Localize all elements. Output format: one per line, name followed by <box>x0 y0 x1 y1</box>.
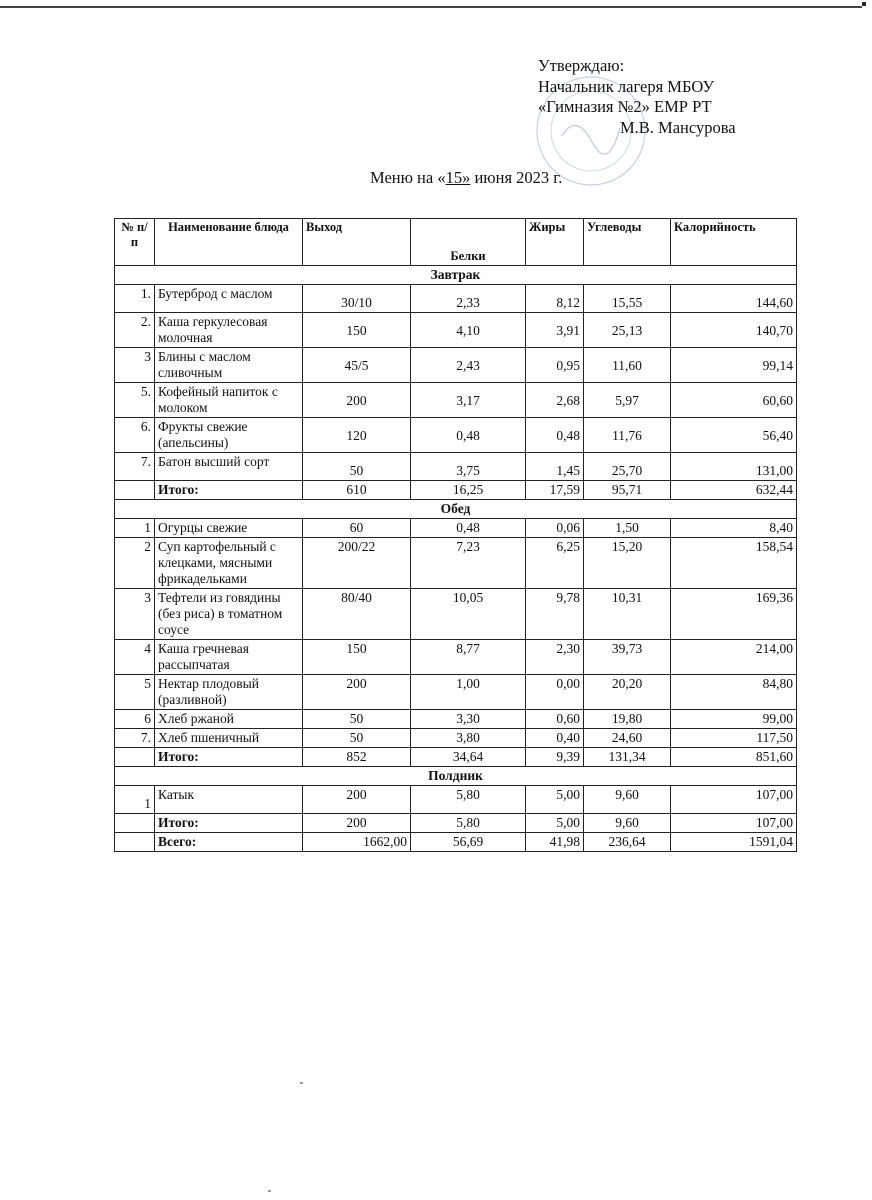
cell-calories: 158,54 <box>671 538 797 589</box>
total-output: 610 <box>303 481 411 500</box>
cell-output: 45/5 <box>303 348 411 383</box>
corner-mark <box>862 2 866 6</box>
cell-calories: 169,36 <box>671 589 797 640</box>
cell-fats: 8,12 <box>526 285 584 313</box>
grand-total-proteins: 56,69 <box>411 833 526 852</box>
grand-total-label: Всего: <box>155 833 303 852</box>
row-number: 1 <box>115 519 155 538</box>
total-label: Итого: <box>155 481 303 500</box>
total-label: Итого: <box>155 748 303 767</box>
cell-proteins: 4,10 <box>411 313 526 348</box>
cell-carbs: 1,50 <box>584 519 671 538</box>
cell-proteins: 1,00 <box>411 675 526 710</box>
table-row <box>115 786 797 814</box>
section-title: Завтрак <box>115 266 797 285</box>
grand-total-carbs: 236,64 <box>584 833 671 852</box>
total-carbs: 131,34 <box>584 748 671 767</box>
table-row <box>115 729 797 748</box>
scan-speck <box>268 1190 271 1192</box>
dish-name: Нектар плодовый (разливной) <box>155 675 303 710</box>
menu-table-body <box>115 266 797 852</box>
approval-signer: М.В. Мансурова <box>620 117 736 137</box>
dish-name: Хлеб пшеничный <box>155 729 303 748</box>
table-row <box>115 348 797 383</box>
table-row <box>115 313 797 348</box>
cell-proteins: 8,77 <box>411 640 526 675</box>
row-number: 6 <box>115 710 155 729</box>
header-output: Выход <box>303 219 411 266</box>
cell-fats: 6,25 <box>526 538 584 589</box>
table-row <box>115 285 797 313</box>
row-number: 6. <box>115 418 155 453</box>
cell-carbs: 11,60 <box>584 348 671 383</box>
cell-output: 150 <box>303 640 411 675</box>
cell-carbs: 9,60 <box>584 786 671 814</box>
total-output: 200 <box>303 814 411 833</box>
header-carbs: Углеводы <box>584 219 671 266</box>
cell-carbs: 39,73 <box>584 640 671 675</box>
cell-carbs: 15,55 <box>584 285 671 313</box>
dish-name: Хлеб ржаной <box>155 710 303 729</box>
section-header-row <box>115 500 797 519</box>
total-calories: 632,44 <box>671 481 797 500</box>
cell-calories: 131,00 <box>671 453 797 481</box>
total-proteins: 34,64 <box>411 748 526 767</box>
row-number: 7. <box>115 453 155 481</box>
table-row <box>115 418 797 453</box>
cell-calories: 99,14 <box>671 348 797 383</box>
cell-output: 200 <box>303 383 411 418</box>
table-row <box>115 453 797 481</box>
cell-output: 30/10 <box>303 285 411 313</box>
total-carbs: 9,60 <box>584 814 671 833</box>
cell-calories: 117,50 <box>671 729 797 748</box>
row-number: 1. <box>115 285 155 313</box>
header-calories: Калорийность <box>671 219 797 266</box>
total-empty-cell <box>115 481 155 500</box>
dish-name: Огурцы свежие <box>155 519 303 538</box>
table-row <box>115 675 797 710</box>
cell-fats: 0,06 <box>526 519 584 538</box>
grand-total-empty-cell <box>115 833 155 852</box>
cell-carbs: 11,76 <box>584 418 671 453</box>
approval-line-2: Начальник лагеря МБОУ <box>538 76 715 96</box>
approval-line-3: «Гимназия №2» ЕМР РТ <box>538 97 712 116</box>
header-proteins: Белки <box>411 219 526 266</box>
grand-total-row <box>115 833 797 852</box>
header-name: Наименование блюда <box>155 219 303 266</box>
cell-calories: 214,00 <box>671 640 797 675</box>
title-day: 15» <box>445 168 471 187</box>
cell-fats: 0,40 <box>526 729 584 748</box>
title-prefix: Меню на « <box>370 168 446 187</box>
row-number: 2 <box>115 538 155 589</box>
cell-proteins: 2,33 <box>411 285 526 313</box>
table-row <box>115 383 797 418</box>
section-header-row <box>115 266 797 285</box>
cell-calories: 107,00 <box>671 786 797 814</box>
cell-fats: 1,45 <box>526 453 584 481</box>
dish-name: Батон высший сорт <box>155 453 303 481</box>
top-border-line <box>0 6 862 8</box>
page-title <box>370 168 562 188</box>
table-row <box>115 640 797 675</box>
dish-name: Суп картофельный с клецками, мясными фрикадельками <box>155 538 303 589</box>
grand-total-output: 1662,00 <box>303 833 411 852</box>
cell-carbs: 19,80 <box>584 710 671 729</box>
cell-fats: 2,30 <box>526 640 584 675</box>
cell-fats: 0,60 <box>526 710 584 729</box>
cell-fats: 0,95 <box>526 348 584 383</box>
cell-output: 50 <box>303 710 411 729</box>
cell-output: 200/22 <box>303 538 411 589</box>
grand-total-fats: 41,98 <box>526 833 584 852</box>
cell-calories: 84,80 <box>671 675 797 710</box>
row-number: 7. <box>115 729 155 748</box>
dish-name: Кофейный напиток с молоком <box>155 383 303 418</box>
row-number: 1 <box>115 786 155 814</box>
cell-output: 80/40 <box>303 589 411 640</box>
row-number: 3 <box>115 348 155 383</box>
cell-carbs: 24,60 <box>584 729 671 748</box>
dish-name: Каша гречневая рассыпчатая <box>155 640 303 675</box>
cell-proteins: 3,30 <box>411 710 526 729</box>
cell-calories: 56,40 <box>671 418 797 453</box>
total-label: Итого: <box>155 814 303 833</box>
total-empty-cell <box>115 814 155 833</box>
dish-name: Бутерброд с маслом <box>155 285 303 313</box>
table-row <box>115 589 797 640</box>
dish-name: Каша геркулесовая молочная <box>155 313 303 348</box>
total-empty-cell <box>115 748 155 767</box>
total-output: 852 <box>303 748 411 767</box>
cell-proteins: 2,43 <box>411 348 526 383</box>
cell-calories: 60,60 <box>671 383 797 418</box>
cell-fats: 2,68 <box>526 383 584 418</box>
total-fats: 17,59 <box>526 481 584 500</box>
cell-proteins: 3,75 <box>411 453 526 481</box>
table-row <box>115 519 797 538</box>
cell-fats: 0,00 <box>526 675 584 710</box>
cell-carbs: 25,13 <box>584 313 671 348</box>
table-row <box>115 538 797 589</box>
total-row <box>115 481 797 500</box>
dish-name: Блины с маслом сливочным <box>155 348 303 383</box>
cell-output: 60 <box>303 519 411 538</box>
cell-fats: 0,48 <box>526 418 584 453</box>
section-title: Полдник <box>115 767 797 786</box>
section-header-row <box>115 767 797 786</box>
cell-proteins: 10,05 <box>411 589 526 640</box>
table-header-row <box>115 219 797 266</box>
cell-calories: 99,00 <box>671 710 797 729</box>
cell-fats: 3,91 <box>526 313 584 348</box>
total-fats: 9,39 <box>526 748 584 767</box>
cell-output: 200 <box>303 675 411 710</box>
cell-fats: 9,78 <box>526 589 584 640</box>
approval-block <box>538 56 858 138</box>
menu-table <box>114 218 797 852</box>
cell-carbs: 5,97 <box>584 383 671 418</box>
section-title: Обед <box>115 500 797 519</box>
approval-line-1: Утверждаю: <box>538 56 625 75</box>
dish-name: Фрукты свежие (апельсины) <box>155 418 303 453</box>
total-proteins: 5,80 <box>411 814 526 833</box>
cell-proteins: 3,80 <box>411 729 526 748</box>
cell-calories: 8,40 <box>671 519 797 538</box>
cell-carbs: 15,20 <box>584 538 671 589</box>
total-row <box>115 814 797 833</box>
row-number: 5. <box>115 383 155 418</box>
dish-name: Катык <box>155 786 303 814</box>
total-calories: 851,60 <box>671 748 797 767</box>
cell-carbs: 25,70 <box>584 453 671 481</box>
cell-proteins: 0,48 <box>411 519 526 538</box>
total-carbs: 95,71 <box>584 481 671 500</box>
cell-fats: 5,00 <box>526 786 584 814</box>
cell-output: 150 <box>303 313 411 348</box>
cell-proteins: 7,23 <box>411 538 526 589</box>
total-fats: 5,00 <box>526 814 584 833</box>
dish-name: Тефтели из говядины (без риса) в томатном соусе <box>155 589 303 640</box>
cell-proteins: 5,80 <box>411 786 526 814</box>
cell-calories: 144,60 <box>671 285 797 313</box>
row-number: 3 <box>115 589 155 640</box>
total-calories: 107,00 <box>671 814 797 833</box>
cell-carbs: 10,31 <box>584 589 671 640</box>
scan-speck <box>300 1082 303 1084</box>
cell-output: 200 <box>303 786 411 814</box>
row-number: 4 <box>115 640 155 675</box>
cell-calories: 140,70 <box>671 313 797 348</box>
cell-output: 50 <box>303 729 411 748</box>
cell-output: 50 <box>303 453 411 481</box>
cell-carbs: 20,20 <box>584 675 671 710</box>
cell-output: 120 <box>303 418 411 453</box>
row-number: 2. <box>115 313 155 348</box>
cell-proteins: 3,17 <box>411 383 526 418</box>
header-fats: Жиры <box>526 219 584 266</box>
title-suffix: июня 2023 г. <box>470 168 563 187</box>
total-row <box>115 748 797 767</box>
table-row <box>115 710 797 729</box>
header-num: № п/п <box>115 219 155 266</box>
total-proteins: 16,25 <box>411 481 526 500</box>
cell-proteins: 0,48 <box>411 418 526 453</box>
row-number: 5 <box>115 675 155 710</box>
grand-total-calories: 1591,04 <box>671 833 797 852</box>
